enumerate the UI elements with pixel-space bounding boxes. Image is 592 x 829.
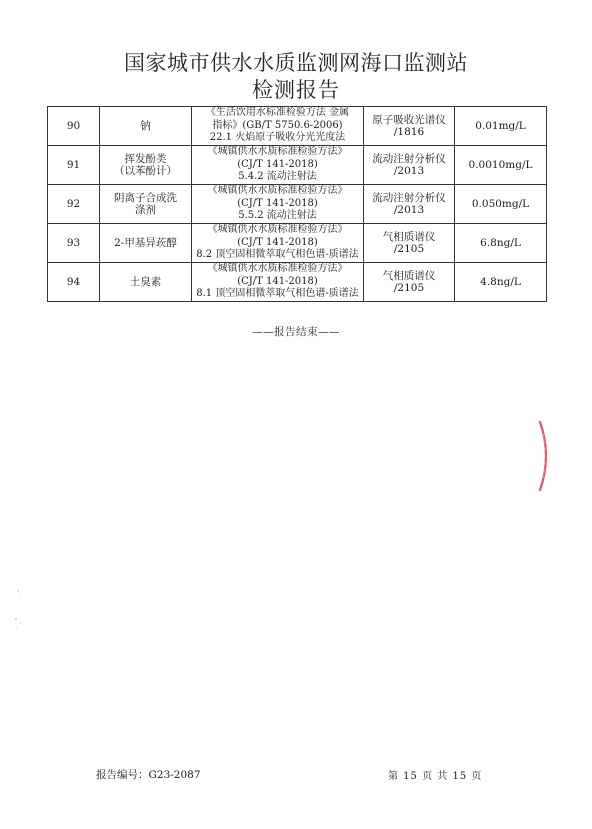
table-row [48, 185, 547, 224]
results-table [47, 106, 547, 302]
cell-test-item [100, 263, 192, 302]
instrument-line: 原子吸收光谱仪 [372, 113, 446, 126]
table-row [48, 224, 547, 263]
cell-serial-number: 93 [48, 224, 100, 263]
cell-test-method [192, 107, 364, 146]
instrument-line: /2105 [393, 243, 425, 255]
method-line: (CJ/T 141-2018) [237, 197, 318, 209]
cell-test-item [100, 185, 192, 224]
page-title: 国家城市供水水质监测网海口监测站 [124, 51, 468, 75]
method-line: 22.1 火焰原子吸收分光光度法 [209, 132, 346, 144]
cell-result: 4.8ng/L [455, 263, 547, 302]
test-item-line: 涤剂 [135, 204, 156, 216]
test-item-line: 土臭素 [129, 275, 162, 288]
cell-test-method [192, 146, 364, 185]
cell-test-method [192, 185, 364, 224]
cell-serial-number: 92 [48, 185, 100, 224]
method-line: 指标》(GB/T 5750.6-2006) [212, 119, 343, 131]
scan-specks [10, 585, 30, 635]
method-line: 《城镇供水水质标准检验方法》 [207, 224, 348, 236]
instrument-line: /2013 [393, 165, 425, 177]
cell-instrument [364, 224, 455, 263]
page-subtitle: 检测报告 [252, 78, 340, 102]
page-number: 第 15 页 共 15 页 [388, 771, 483, 782]
cell-serial-number: 94 [48, 263, 100, 302]
cell-instrument [364, 185, 455, 224]
report-number: 报告编号：G23-2087 [96, 769, 201, 781]
method-line: 8.1 顶空固相微萃取气相色谱-质谱法 [196, 288, 359, 300]
method-line: (CJ/T 141-2018) [237, 158, 318, 170]
method-line: 8.2 顶空固相微萃取气相色谱-质谱法 [196, 249, 359, 261]
test-item-line: 挥发酚类 [124, 152, 167, 165]
method-line: 5.4.2 流动注射法 [238, 171, 317, 183]
report-end-note: ——报告结束—— [252, 326, 340, 338]
cell-test-item [100, 107, 192, 146]
cell-serial-number: 90 [48, 107, 100, 146]
method-line: 《生活饮用水标准检验方法 金属 [205, 107, 350, 119]
instrument-line: /2105 [393, 282, 425, 294]
seal-stamp-edge [536, 420, 556, 492]
instrument-line: 气相质谱仪 [382, 269, 436, 282]
method-line: 《城镇供水水质标准检验方法》 [207, 263, 348, 275]
cell-result: 0.0010mg/L [455, 146, 547, 185]
cell-result: 0.01mg/L [455, 107, 547, 146]
table-row [48, 146, 547, 185]
instrument-line: /2013 [393, 204, 425, 216]
test-item-line: （以苯酚计） [114, 165, 177, 177]
test-item-line: 钠 [140, 119, 151, 132]
table-row [48, 107, 547, 146]
table-row [48, 263, 547, 302]
cell-test-item [100, 146, 192, 185]
test-item-line: 2-甲基异莰醇 [114, 236, 177, 249]
instrument-line: 流动注射分析仪 [372, 152, 446, 165]
cell-test-method [192, 224, 364, 263]
cell-test-item [100, 224, 192, 263]
method-line: (CJ/T 141-2018) [237, 236, 318, 248]
cell-instrument [364, 146, 455, 185]
instrument-line: 气相质谱仪 [382, 230, 436, 243]
cell-instrument [364, 107, 455, 146]
cell-test-method [192, 263, 364, 302]
cell-instrument [364, 263, 455, 302]
instrument-line: 流动注射分析仪 [372, 191, 446, 204]
cell-result: 0.050mg/L [455, 185, 547, 224]
method-line: 5.5.2 流动注射法 [238, 210, 317, 222]
instrument-line: /1816 [393, 126, 425, 138]
cell-serial-number: 91 [48, 146, 100, 185]
method-line: 《城镇供水水质标准检验方法》 [207, 185, 348, 197]
cell-result: 6.8ng/L [455, 224, 547, 263]
method-line: 《城镇供水水质标准检验方法》 [207, 146, 348, 158]
test-item-line: 阴离子合成洗 [114, 191, 177, 204]
method-line: (CJ/T 141-2018) [237, 275, 318, 287]
